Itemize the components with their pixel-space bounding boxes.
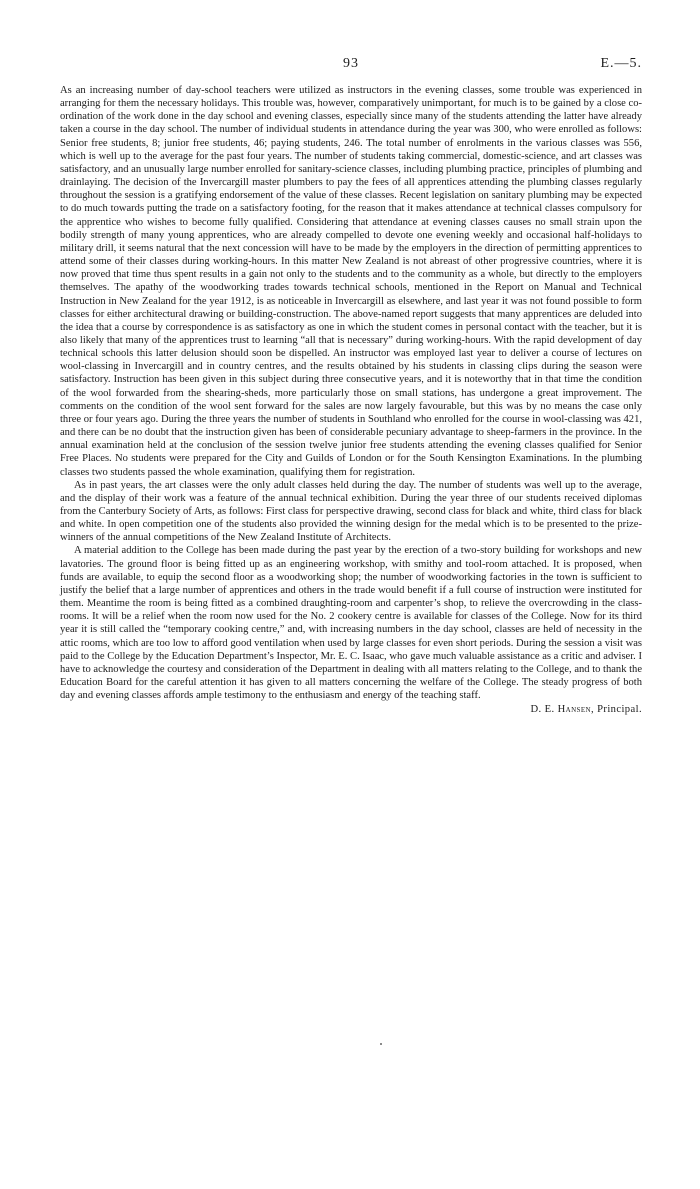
section-code: E.—5.: [600, 56, 642, 71]
document-page: [60, 56, 642, 716]
signature-title: Principal.: [597, 704, 642, 716]
ink-speck: [380, 1043, 382, 1045]
page-number: 93: [343, 56, 359, 71]
paragraph-buildings: A material addition to the College has been made during the past year by the erection of a two-story building for workshops and new lavatories. The ground floor is being fitted up as an engineering workshop, with smithy and tool-room attached. It is proposed, when funds are available, to equip the second floor as a woodworking shop; the number of woodworking factories in the town is sufficient to justify the belief that a large number of apprentices and others in the trade would benefit if a full course of instruction were instituted for them. Meantime the room is being fitted as a combined draughting-room and carpenter’s shop, to relieve the overcrowding in the class-rooms. It will be a relief when the room now used for the No. 2 cookery centre is available for classes of the College. Now for its third year it is still called the “temporary cooking centre,” and, with increasing numbers in the day school, classes are held of necessity in the attic rooms, which are too low to afford good ventilation when used by large classes for even short periods. During the session a visit was paid to the College by the Education Department’s Inspector, Mr. E. C. Isaac, who gave much valuable assistance as a critic and adviser. I have to acknowledge the courtesy and consideration of the Department in dealing with all matters relating to the College, and to thank the Education Board for the careful attention it has given to all matters concerning the welfare of the College. The steady progress of both day and evening classes affords ample testimony to the enthusiasm and energy of the teaching staff.: [60, 545, 642, 702]
signature: [60, 703, 642, 716]
body-text: [60, 84, 642, 702]
paragraph-evening-classes: As an increasing number of day-school teachers were utilized as instructors in the evening classes, some trouble was experienced in arranging for them the necessary holidays. This trouble was, however, comparatively unimportant, for much is to be gained by a close co-ordination of the work done in the day school and evening classes, especially since many of the students attending the latter have already taken a course in the day school. The number of individual students in attendance during the year was 300, who were enrolled as follows: Senior free students, 8; junior free students, 46; paying students, 246. The total number of enrolments in the various classes was 556, which is well up to the average for the past four years. The number of students taking commercial, domestic-science, and art classes was satisfactory, and an unusually large number enrolled for sanitary-science classes, including plumbing practice, principles of plumbing and drainlaying. The decision of the Invercargill master plumbers to pay the fees of all apprentices attending the plumbing classes regularly throughout the session is a gratifying endorsement of the value of these classes. Recent legislation on sanitary plumbing may be expected to do much towards putting the trade on a satisfactory footing, for the reason that it makes attendance at technical classes compulsory for the apprentice who wishes to become fully qualified. Considering that attendance at evening classes causes no small strain upon the bodily strength of many young apprentices, who are already compelled to devote one evening weekly and occasional half-holidays to military drill, it seems natural that the next concession will have to be made by the employers in the direction of permitting apprentices to attend some of their classes during working-hours. In this matter New Zealand is not abreast of other progressive countries, where it is now proved that time thus spent results in a gain not only to the students and to the community as a whole, but directly to the employers themselves. The apathy of the woodworking trades towards technical schools, mentioned in the Report on Manual and Technical Instruction in New Zealand for the year 1912, is as noticeable in Invercargill as elsewhere, and last year it was not found possible to form classes for either architectural drawing or building-construction. The above-named report suggests that many apprentices are deluded into the idea that a course by correspondence is as satisfactory as one in which the student comes in personal contact with the teacher, but it is also likely that many of the apprentices trust to learning “all that is necessary” during working-hours. With the rapid development of day technical schools this latter delusion should soon be dispelled. An instructor was employed last year to deliver a course of lectures on wool-classing in Invercargill and in country centres, and the results obtained by his students in classing clips during the season were satisfactory. Instruction has been given in this subject during three consecutive years, and it is noteworthy that in that time the condition of the wool forwarded from the shearing-sheds, more particularly those on small stations, has undergone a great improvement. The comments on the condition of the wool sent forward for the sales are now largely favourable, but this was by no means the case only three or four years ago. During the three years the number of students in Southland who enrolled for the course in wool-classing was 421, and there can be no doubt that the instruction given has been of considerable pecuniary advantage to sheep-farmers in the province. In the annual examination held at the conclusion of the session twelve junior free students attending the evening classes qualified for Senior Free Places. No students were prepared for the City and Guilds of London or for the South Kensington Examinations. In the plumbing classes two students passed the whole examination, qualifying them for registration.: [60, 85, 642, 478]
page-header: [60, 56, 642, 84]
paragraph-art-classes: As in past years, the art classes were the only adult classes held during the day. The number of students was well up to the average, and the display of their work was a feature of the annual technical exhibition. During the year three of our students received diplomas from the Canterbury Society of Arts, as follows: First class for perspective drawing, second class for black and white, third class for black and white. In open competition one of the students also provided the winning design for the medal which is to be presented to the prize-winners of the annual competitions of the New Zealand Institute of Architects.: [60, 479, 642, 544]
signature-name: D. E. Hansen,: [530, 704, 595, 716]
